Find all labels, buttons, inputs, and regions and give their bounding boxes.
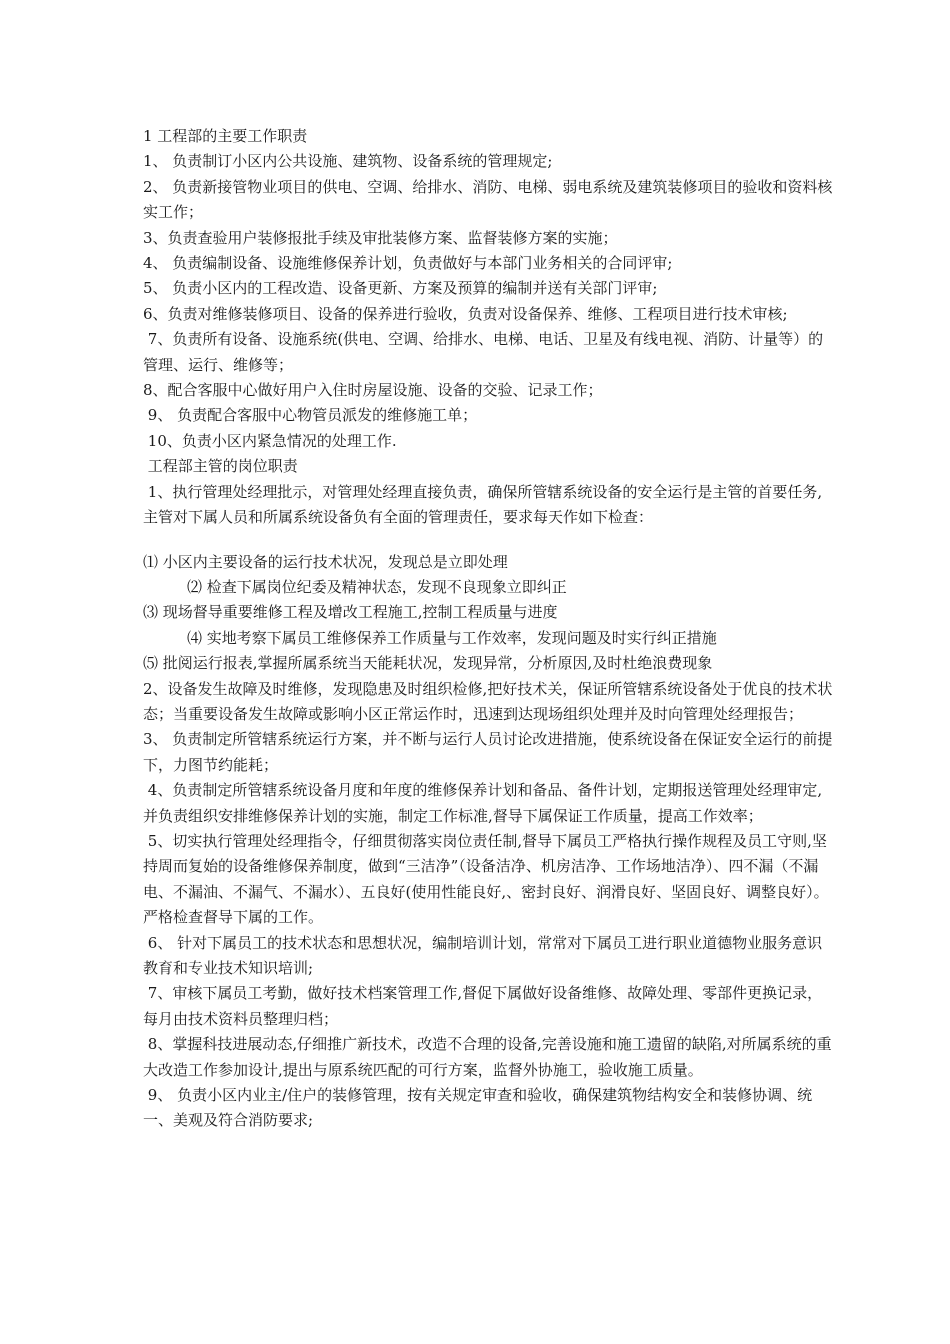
supervisor-duty-item: 2、设备发生故障及时维修，发现隐患及时组织检修,把好技术关，保证所管辖系统设备处于优良的技术状态；当重要设备发生故障或影响小区正常运作时，迅速到达现场组织处理并及时向管理处经理报告； (143, 679, 833, 723)
supervisor-duty-item: 4、负责制定所管辖系统设备月度和年度的维修保养计划和备品、备件计划，定期报送管理处经理审定,并负责组织安排维修保养计划的实施，制定工作标准,督导下属保证工作质量，提高工作效率； (143, 781, 823, 825)
blank-line (143, 531, 833, 550)
section-title-supervisor-duties: 工程部主管的岗位职责 (143, 457, 298, 476)
duty-item: 7、负责所有设备、设施系统(供电、空调、给排水、电梯、电话、卫星及有线电视、消防、计量等）的管理、运行、维修等； (143, 330, 824, 374)
duty-item: 10、负责小区内紧急情况的处理工作. (143, 431, 397, 450)
duty-item: 8、配合客服中心做好用户入住时房屋设施、设备的交验、记录工作； (143, 381, 603, 400)
check-item: ⑴ 小区内主要设备的运行技术状况，发现总是立即处理 (143, 552, 508, 571)
supervisor-duty-item: 7、审核下属员工考勤，做好技术档案管理工作,督促下属做好设备维修、故障处理、零部件更换记录，每月由技术资料员整理归档； (143, 984, 823, 1028)
check-item: ⑷ 实地考察下属员工维修保养工作质量与工作效率，发现问题及时实行纠正措施 (187, 628, 717, 647)
duty-item: 5、 负责小区内的工程改造、设备更新、方案及预算的编制并送有关部门评审; (143, 279, 658, 298)
supervisor-duty-item: 8、掌握科技进展动态,仔细推广新技术，改造不合理的设备,完善设施和施工遗留的缺陷,对所属系统的重大改造工作参加设计,提出与原系统匹配的可行方案，监督外协施工，验收施工质量。 (143, 1035, 832, 1079)
duty-item: 4、 负责编制设备、设施维修保养计划，负责做好与本部门业务相关的合同评审; (143, 254, 673, 273)
duty-item: 6、负责对维修装修项目、设备的保养进行验收，负责对设备保养、维修、工程项目进行技术审核; (143, 304, 788, 323)
check-item: ⑸ 批阅运行报表,掌握所属系统当天能耗状况，发现异常，分析原因,及时杜绝浪费现象 (143, 654, 713, 673)
supervisor-duty-item: 6、 针对下属员工的技术状态和思想状况，编制培训计划，常常对下属员工进行职业道德物业服务意识教育和专业技术知识培训; (143, 933, 823, 977)
document-body (143, 124, 833, 1134)
duty-item: 3、负责查验用户装修报批手续及审批装修方案、监督装修方案的实施； (143, 228, 618, 247)
duty-item: 1、 负责制订小区内公共设施、建筑物、设备系统的管理规定; (143, 152, 553, 171)
check-item: ⑵ 检查下属岗位纪委及精神状态，发现不良现象立即纠正 (187, 577, 567, 596)
supervisor-duty-item: 9、 负责小区内业主/住户的装修管理，按有关规定审查和验收，确保建筑物结构安全和装修协调、统一、美观及符合消防要求; (143, 1086, 813, 1130)
supervisor-duty-intro: 1、执行管理处经理批示，对管理处经理直接负责，确保所管辖系统设备的安全运行是主管的首要任务,主管对下属人员和所属系统设备负有全面的管理责任，要求每天作如下检查： (143, 482, 823, 527)
section-title-engineering-duties: 1 工程部的主要工作职责 (143, 127, 308, 145)
duty-item: 9、 负责配合客服中心物管员派发的维修施工单； (143, 406, 478, 425)
duty-item: 2、 负责新接管物业项目的供电、空调、给排水、消防、电梯、弱电系统及建筑装修项目的验收和资料核实工作； (143, 177, 833, 222)
supervisor-duty-item: 5、切实执行管理处经理指令，仔细贯彻落实岗位责任制,督导下属员工严格执行操作规程及员工守则,坚持周而复始的设备维修保养制度，做到“三洁净”（设备洁净、机房洁净、工作场地洁净）、四不漏（不漏电、不漏油、不漏气、不漏水）、五良好(使用性能良好,、密封良好、润滑良好、坚固良好、调整良好）。严格检查督导下属的工作。 (143, 831, 829, 927)
check-item: ⑶ 现场督导重要维修工程及增改工程施工,控制工程质量与进度 (143, 603, 558, 622)
supervisor-duty-item: 3、 负责制定所管辖系统运行方案，并不断与运行人员讨论改进措施，使系统设备在保证安全运行的前提下，力图节约能耗； (143, 730, 833, 774)
